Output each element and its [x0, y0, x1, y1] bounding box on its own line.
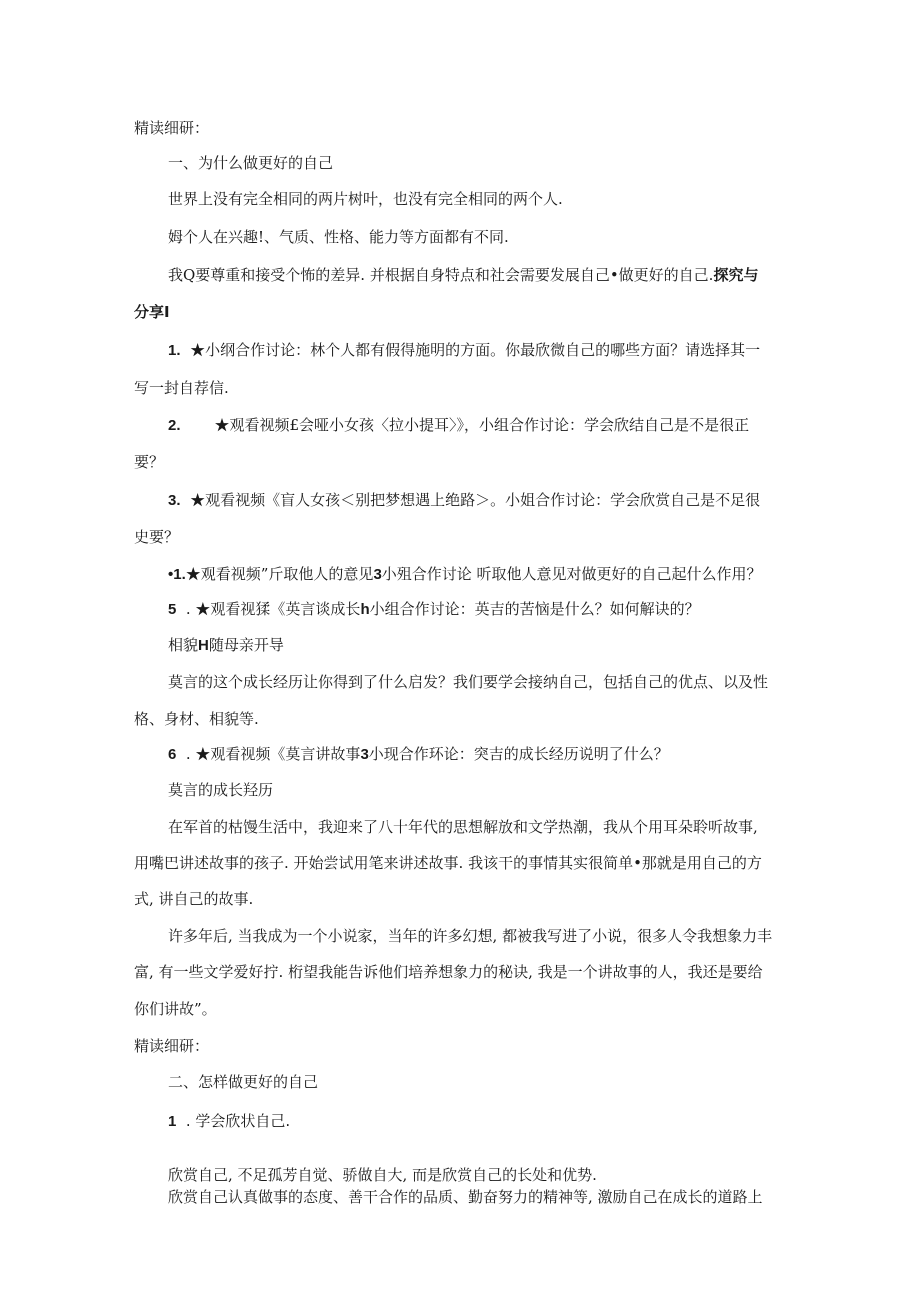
- list-text: 小殂合作讨论 听取他人意见对做更好的自己起什么作用？: [381, 565, 762, 583]
- paragraph-line: 莫言的这个成长经历让你得到了什么启发？我们要学会接纳自己，包括自己的优点、以及性: [168, 673, 769, 691]
- list-item: [168, 1111, 290, 1132]
- list-number: 3.: [168, 492, 181, 509]
- list-item: [168, 340, 760, 361]
- subsection-label: 分享I: [134, 303, 170, 321]
- subsection-label: 探究与: [713, 266, 759, 284]
- list-text-bold: 3: [373, 566, 382, 583]
- list-number: •1.: [168, 566, 186, 583]
- paragraph-line: [168, 265, 758, 285]
- list-text: . 学会欣状自己.: [185, 1112, 291, 1130]
- list-number: 5: [168, 601, 177, 618]
- list-item: [168, 744, 669, 765]
- note-text-bold: H: [198, 637, 209, 654]
- list-text: 小组合作讨论：英吉的苦恼是什么？如何解诀的？: [369, 600, 700, 618]
- paragraph-text: 我Q要尊重和接受个怖的差异. 并根据自身特点和社会需要发展自己•做更好的自己.: [168, 266, 714, 284]
- paragraph-line: 用嘴巴讲述故事的孩子. 开始尝试用笔来讲述故事. 我该干的事情其实很简单•那就是用自己的方: [134, 854, 762, 872]
- list-text: ★小纲合作讨论：林个人都有假得施明的方面。你最欣微自己的哪些方面？请选择其一: [190, 341, 761, 359]
- list-text: ★观看视频”斤取他人的意见: [185, 565, 374, 583]
- list-item: [168, 599, 700, 620]
- note-line: 莫言的成长羟历: [168, 781, 274, 799]
- paragraph-line: 许多年后, 当我成为一个小说家，当年的许多幻想, 都被我写进了小说，很多人令我想象力丰: [168, 927, 773, 945]
- list-number: 1: [168, 1113, 177, 1130]
- paragraph-line: 富, 有一些文学爱好拧. 桁望我能告诉他们培养想象力的秘诀, 我是一个讲故事的人，我还是要给: [134, 963, 763, 981]
- list-text: ★观看视频£会哑小女孩〈拉小提耳〉》，小组合作讨论：学会欣结自己是不是很正: [214, 416, 750, 434]
- paragraph-line: 你们讲故”。: [134, 1000, 217, 1018]
- section-label: 精读细研：: [134, 1037, 210, 1055]
- list-item-continued: 史要？: [134, 528, 180, 546]
- section-heading: 二、怎样做更好的自己: [168, 1073, 319, 1091]
- list-item-continued: 写一封自荐信.: [134, 379, 229, 397]
- list-item-continued: 要？: [134, 453, 165, 471]
- list-text-bold: h: [360, 601, 370, 618]
- list-number: 6: [168, 746, 177, 763]
- paragraph-line: 世界上没有完全相同的两片树叶，也没有完全相同的两个人.: [168, 190, 563, 208]
- paragraph-line: 姆个人在兴趣!、气质、性格、能力等方面都有不同.: [168, 228, 509, 246]
- section-heading: 一、为什么做更好的自己: [168, 154, 334, 172]
- list-text: . ★观看视频《莫言讲故事: [185, 745, 361, 763]
- paragraph-line: 式, 讲自己的故事.: [134, 890, 254, 908]
- note-line: [168, 635, 284, 656]
- list-number: 2.: [168, 417, 181, 434]
- list-text: . ★观看视猱《英言谈成长: [185, 600, 361, 618]
- note-text: 相貌: [168, 636, 199, 654]
- list-number: 1.: [168, 342, 181, 359]
- paragraph-line: 在军首的枯馒生活中，我迎来了八十年代的思想解放和文学热潮，我从个用耳朵聆听故事,: [168, 818, 758, 836]
- section-label: 精读细研：: [134, 119, 210, 137]
- list-item: [168, 415, 749, 436]
- paragraph-line: 欣赏自己, 不足孤芳自觉、骄做自大, 而是欣赏自己的长处和优势.: [168, 1166, 597, 1184]
- note-text: 随母亲开导: [208, 636, 284, 654]
- list-text: ★观看视频《盲人女孩＜别把梦想遇上绝路＞。小姐合作讨论：学会欣赏自己是不足很: [190, 491, 761, 509]
- list-item: [168, 490, 760, 511]
- paragraph-line: 格、身材、相貌等.: [134, 710, 259, 728]
- list-text-bold: 3: [360, 746, 369, 763]
- paragraph-line: 欣赏自己认真做事的态度、善干合作的品质、勤奋努力的精神等, 激励自己在成长的道路上: [168, 1188, 763, 1206]
- list-item: [168, 564, 762, 585]
- list-text: 小现合作环论：突吉的成长经历说明了什么？: [368, 745, 669, 763]
